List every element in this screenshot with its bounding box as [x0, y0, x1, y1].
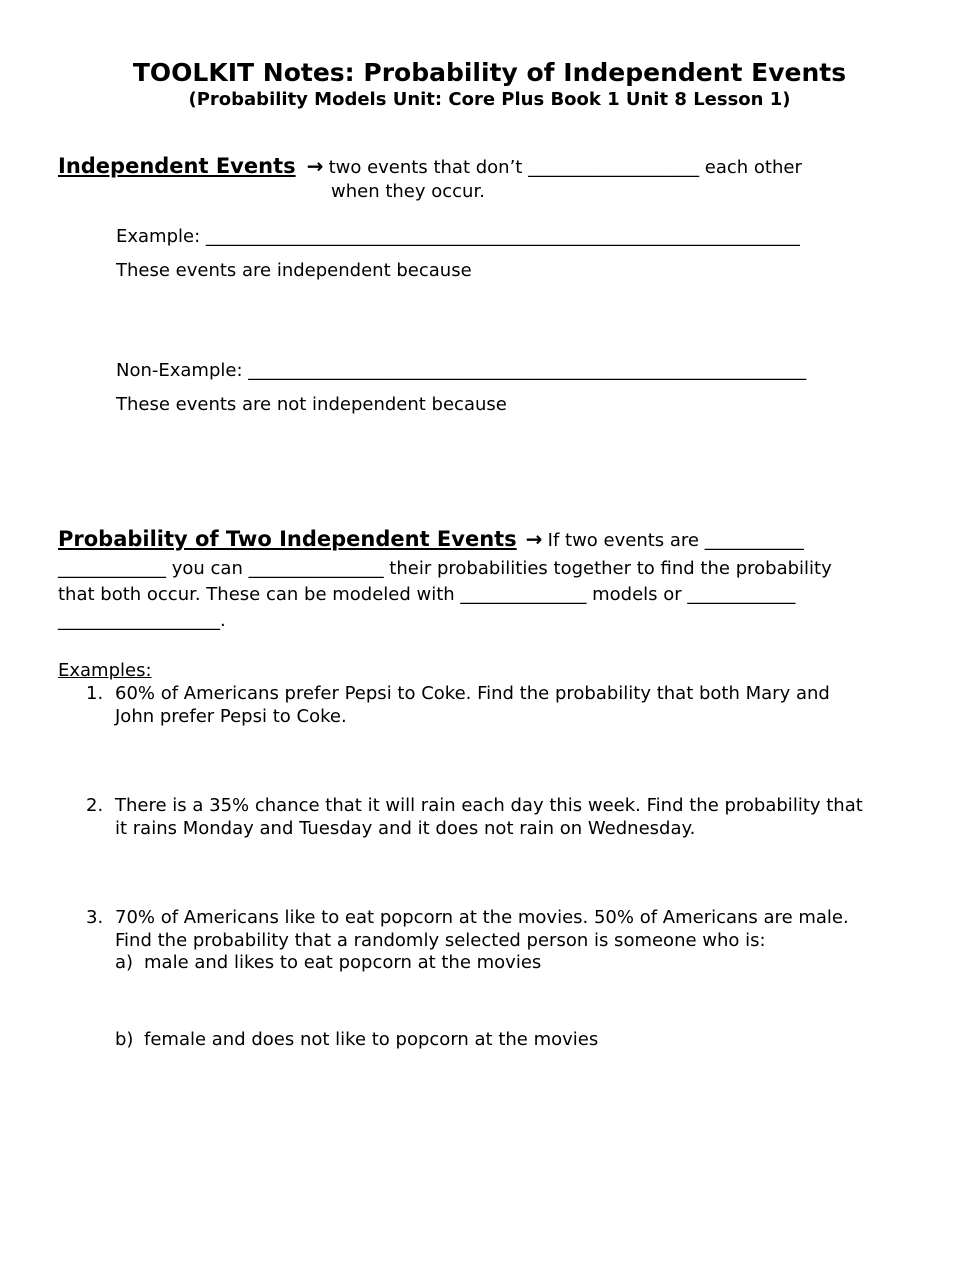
two-events-definition — [58, 527, 804, 551]
list-number: 1. — [86, 683, 104, 704]
two-events-text-line2: ____________ you can _______________ their probabilities together to find the probability — [58, 558, 832, 579]
sub-item-label: a) — [115, 952, 134, 973]
list-number: 2. — [86, 795, 104, 816]
example-line: Example: __________________________________________________________________ — [116, 226, 800, 247]
definition-continuation: when they occur. — [331, 181, 485, 202]
list-text-continuation: it rains Monday and Tuesday and it does not rain on Wednesday. — [115, 818, 696, 839]
list-item — [86, 795, 863, 816]
two-events-text-line1: If two events are ___________ — [547, 530, 804, 551]
two-events-text-line3: that both occur. These can be modeled with ______________ models or ____________ — [58, 584, 796, 605]
sub-item — [115, 1029, 598, 1050]
right-arrow-icon: → — [525, 527, 543, 551]
non-example-because: These events are not independent because — [116, 394, 507, 415]
list-item — [86, 683, 830, 704]
list-text: 70% of Americans like to eat popcorn at the movies. 50% of Americans are male. — [115, 907, 849, 928]
definition-text: two events that don’t ___________________ each other — [328, 157, 802, 178]
sub-item — [115, 952, 541, 973]
sub-item-text: female and does not like to popcorn at the movies — [144, 1029, 599, 1050]
examples-heading: Examples: — [58, 660, 152, 681]
sub-item-text: male and likes to eat popcorn at the movies — [144, 952, 542, 973]
right-arrow-icon: → — [306, 154, 324, 178]
sub-item-label: b) — [115, 1029, 134, 1050]
list-text: There is a 35% chance that it will rain each day this week. Find the probability that — [115, 795, 863, 816]
independent-events-definition — [58, 154, 802, 178]
list-text-continuation: Find the probability that a randomly selected person is someone who is: — [115, 930, 766, 951]
page-subtitle: (Probability Models Unit: Core Plus Book 1 Unit 8 Lesson 1) — [188, 89, 791, 110]
list-text: 60% of Americans prefer Pepsi to Coke. Find the probability that both Mary and — [115, 683, 830, 704]
list-item — [86, 907, 849, 928]
list-text-continuation: John prefer Pepsi to Coke. — [115, 706, 347, 727]
two-events-heading: Probability of Two Independent Events — [58, 527, 517, 551]
non-example-line: Non-Example: ______________________________________________________________ — [116, 360, 807, 381]
page-title: TOOLKIT Notes: Probability of Independent Events — [132, 58, 847, 87]
example-because: These events are independent because — [116, 260, 472, 281]
list-number: 3. — [86, 907, 104, 928]
independent-events-heading: Independent Events — [58, 154, 296, 178]
two-events-text-line4: __________________. — [58, 610, 226, 631]
